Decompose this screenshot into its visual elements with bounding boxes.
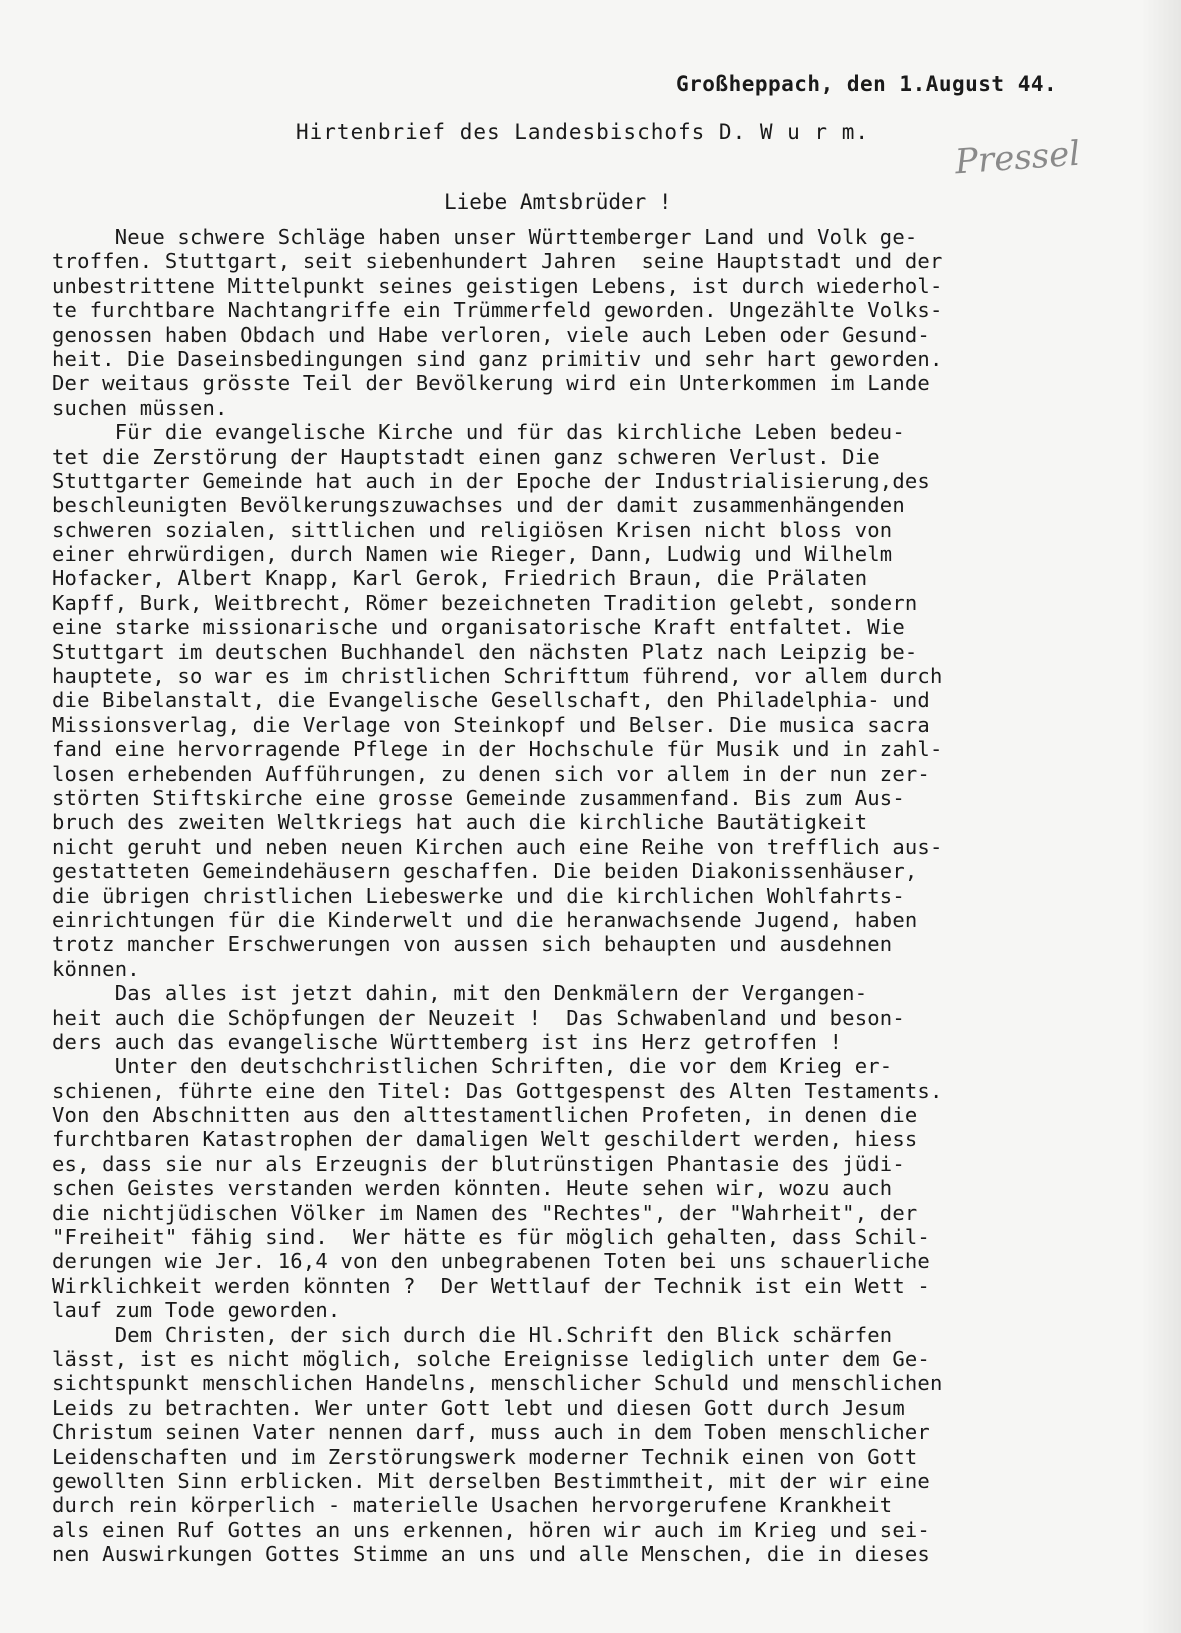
body-line: Stuttgart im deutschen Buchhandel den nächsten Platz nach Leipzig be-	[52, 639, 918, 664]
body-line: hauptete, so war es im christlichen Schrifttum führend, vor allem durch	[52, 664, 943, 689]
body-line: furchtbaren Katastrophen der damaligen Welt geschildert werden, hiess	[52, 1127, 918, 1152]
body-line: derungen wie Jer. 16,4 von den unbegrabenen Toten bei uns schauerliche	[52, 1249, 930, 1274]
body-line: als einen Ruf Gottes an uns erkennen, hören wir auch im Krieg und sei-	[52, 1517, 930, 1542]
body-line: te furchtbare Nachtangriffe ein Trümmerfeld geworden. Ungezählte Volks-	[52, 298, 943, 323]
letter-date: Großheppach, den 1.August 44.	[676, 72, 1058, 96]
body-line: lässt, ist es nicht möglich, solche Ereignisse lediglich unter dem Ge-	[52, 1346, 930, 1371]
body-line: Stuttgarter Gemeinde hat auch in der Epoche der Industrialisierung,des	[52, 468, 930, 493]
body-line: Missionsverlag, die Verlage von Steinkopf und Belser. Die musica sacra	[52, 712, 930, 737]
body-line: bruch des zweiten Weltkriegs hat auch die kirchliche Bautätigkeit	[52, 810, 868, 835]
body-line: lauf zum Tode geworden.	[52, 1298, 341, 1323]
body-line: Der weitaus grösste Teil der Bevölkerung wird ein Unterkommen im Lande	[52, 371, 930, 396]
body-line: schienen, führte eine den Titel: Das Gottgespenst des Alten Testaments.	[52, 1078, 943, 1103]
body-line: einer ehrwürdigen, durch Namen wie Rieger, Dann, Ludwig und Wilhelm	[52, 542, 893, 567]
body-line: eine starke missionarische und organisatorische Kraft entfaltet. Wie	[52, 615, 905, 640]
body-line: gewollten Sinn erblicken. Mit derselben Bestimmtheit, mit der wir eine	[52, 1468, 930, 1493]
body-line: schweren sozialen, sittlichen und religiösen Krisen nicht bloss von	[52, 517, 893, 542]
body-line: Dem Christen, der sich durch die Hl.Schrift den Blick schärfen	[52, 1322, 893, 1347]
body-line: es, dass sie nur als Erzeugnis der blutrünstigen Phantasie des jüdi-	[52, 1151, 905, 1176]
body-line: Das alles ist jetzt dahin, mit den Denkmälern der Vergangen-	[52, 981, 868, 1006]
body-line: trotz mancher Erschwerungen von aussen sich behaupten und ausdehnen	[52, 932, 893, 957]
body-line: die nichtjüdischen Völker im Namen des "Rechtes", der "Wahrheit", der	[52, 1200, 918, 1225]
body-line: suchen müssen.	[52, 395, 228, 420]
body-line: Für die evangelische Kirche und für das kirchliche Leben bedeu-	[52, 420, 905, 445]
body-line: Von den Abschnitten aus den alttestamentlichen Profeten, in denen die	[52, 1103, 918, 1128]
letter-salutation: Liebe Amtsbrüder !	[444, 190, 672, 214]
body-line: troffen. Stuttgart, seit siebenhundert Jahren seine Hauptstadt und der	[52, 249, 943, 274]
body-line: ders auch das evangelische Württemberg ist ins Herz getroffen !	[52, 1029, 843, 1054]
body-line: Christum seinen Vater nennen darf, muss auch in dem Toben menschlicher	[52, 1420, 930, 1445]
body-line: die übrigen christlichen Liebeswerke und die kirchlichen Wohlfahrts-	[52, 883, 905, 908]
body-line: unbestrittene Mittelpunkt seines geistigen Lebens, ist durch wiederhol-	[52, 273, 943, 298]
body-line: schen Geistes verstanden werden könnten. Heute sehen wir, wozu auch	[52, 1176, 893, 1201]
body-line: Wirklichkeit werden könnten ? Der Wettlauf der Technik ist ein Wett -	[52, 1273, 930, 1298]
body-line: fand eine hervorragende Pflege in der Hochschule für Musik und in zahl-	[52, 737, 943, 762]
body-line: heit auch die Schöpfungen der Neuzeit ! Das Schwabenland und beson-	[52, 1005, 905, 1030]
letter-body	[52, 225, 1112, 1566]
body-line: Leidenschaften und im Zerstörungswerk moderner Technik einen von Gott	[52, 1444, 918, 1469]
body-line: beschleunigten Bevölkerungszuwachses und der damit zusammenhängenden	[52, 493, 905, 518]
body-line: nen Auswirkungen Gottes Stimme an uns und alle Menschen, die in dieses	[52, 1542, 930, 1567]
body-line: durch rein körperlich - materielle Usachen hervorgerufene Krankheit	[52, 1493, 893, 1518]
body-line: tet die Zerstörung der Hauptstadt einen ganz schweren Verlust. Die	[52, 444, 880, 469]
body-line: losen erhebenden Aufführungen, zu denen sich vor allem in der nun zer-	[52, 761, 930, 786]
body-line: sichtspunkt menschlichen Handelns, menschlicher Schuld und menschlichen	[52, 1371, 943, 1396]
letter-title: Hirtenbrief des Landesbischofs D. W u r m.	[296, 120, 870, 144]
body-line: die Bibelanstalt, die Evangelische Gesellschaft, den Philadelphia- und	[52, 688, 930, 713]
body-line: Kapff, Burk, Weitbrecht, Römer bezeichneten Tradition gelebt, sondern	[52, 590, 918, 615]
body-line: Leids zu betrachten. Wer unter Gott lebt und diesen Gott durch Jesum	[52, 1395, 905, 1420]
body-line: genossen haben Obdach und Habe verloren, viele auch Leben oder Gesund-	[52, 322, 930, 347]
body-line: störten Stiftskirche eine grosse Gemeinde zusammenfand. Bis zum Aus-	[52, 785, 905, 810]
body-line: Unter den deutschchristlichen Schriften, die vor dem Krieg er-	[52, 1054, 893, 1079]
body-line: einrichtungen für die Kinderwelt und die heranwachsende Jugend, haben	[52, 907, 918, 932]
body-line: heit. Die Daseinsbedingungen sind ganz primitiv und sehr hart geworden.	[52, 346, 943, 371]
body-line: gestatteten Gemeindehäusern geschaffen. Die beiden Diakonissenhäuser,	[52, 859, 918, 884]
body-line: können.	[52, 956, 140, 981]
body-line: nicht geruht und neben neuen Kirchen auch eine Reihe von trefflich aus-	[52, 834, 943, 859]
scan-edge-shadow	[1141, 0, 1181, 1633]
body-line: Hofacker, Albert Knapp, Karl Gerok, Friedrich Braun, die Prälaten	[52, 566, 868, 591]
body-line: Neue schwere Schläge haben unser Württemberger Land und Volk ge-	[52, 225, 918, 249]
body-line: "Freiheit" fähig sind. Wer hätte es für möglich gehalten, dass Schil-	[52, 1225, 930, 1250]
handwritten-note: Pressel	[953, 133, 1082, 183]
